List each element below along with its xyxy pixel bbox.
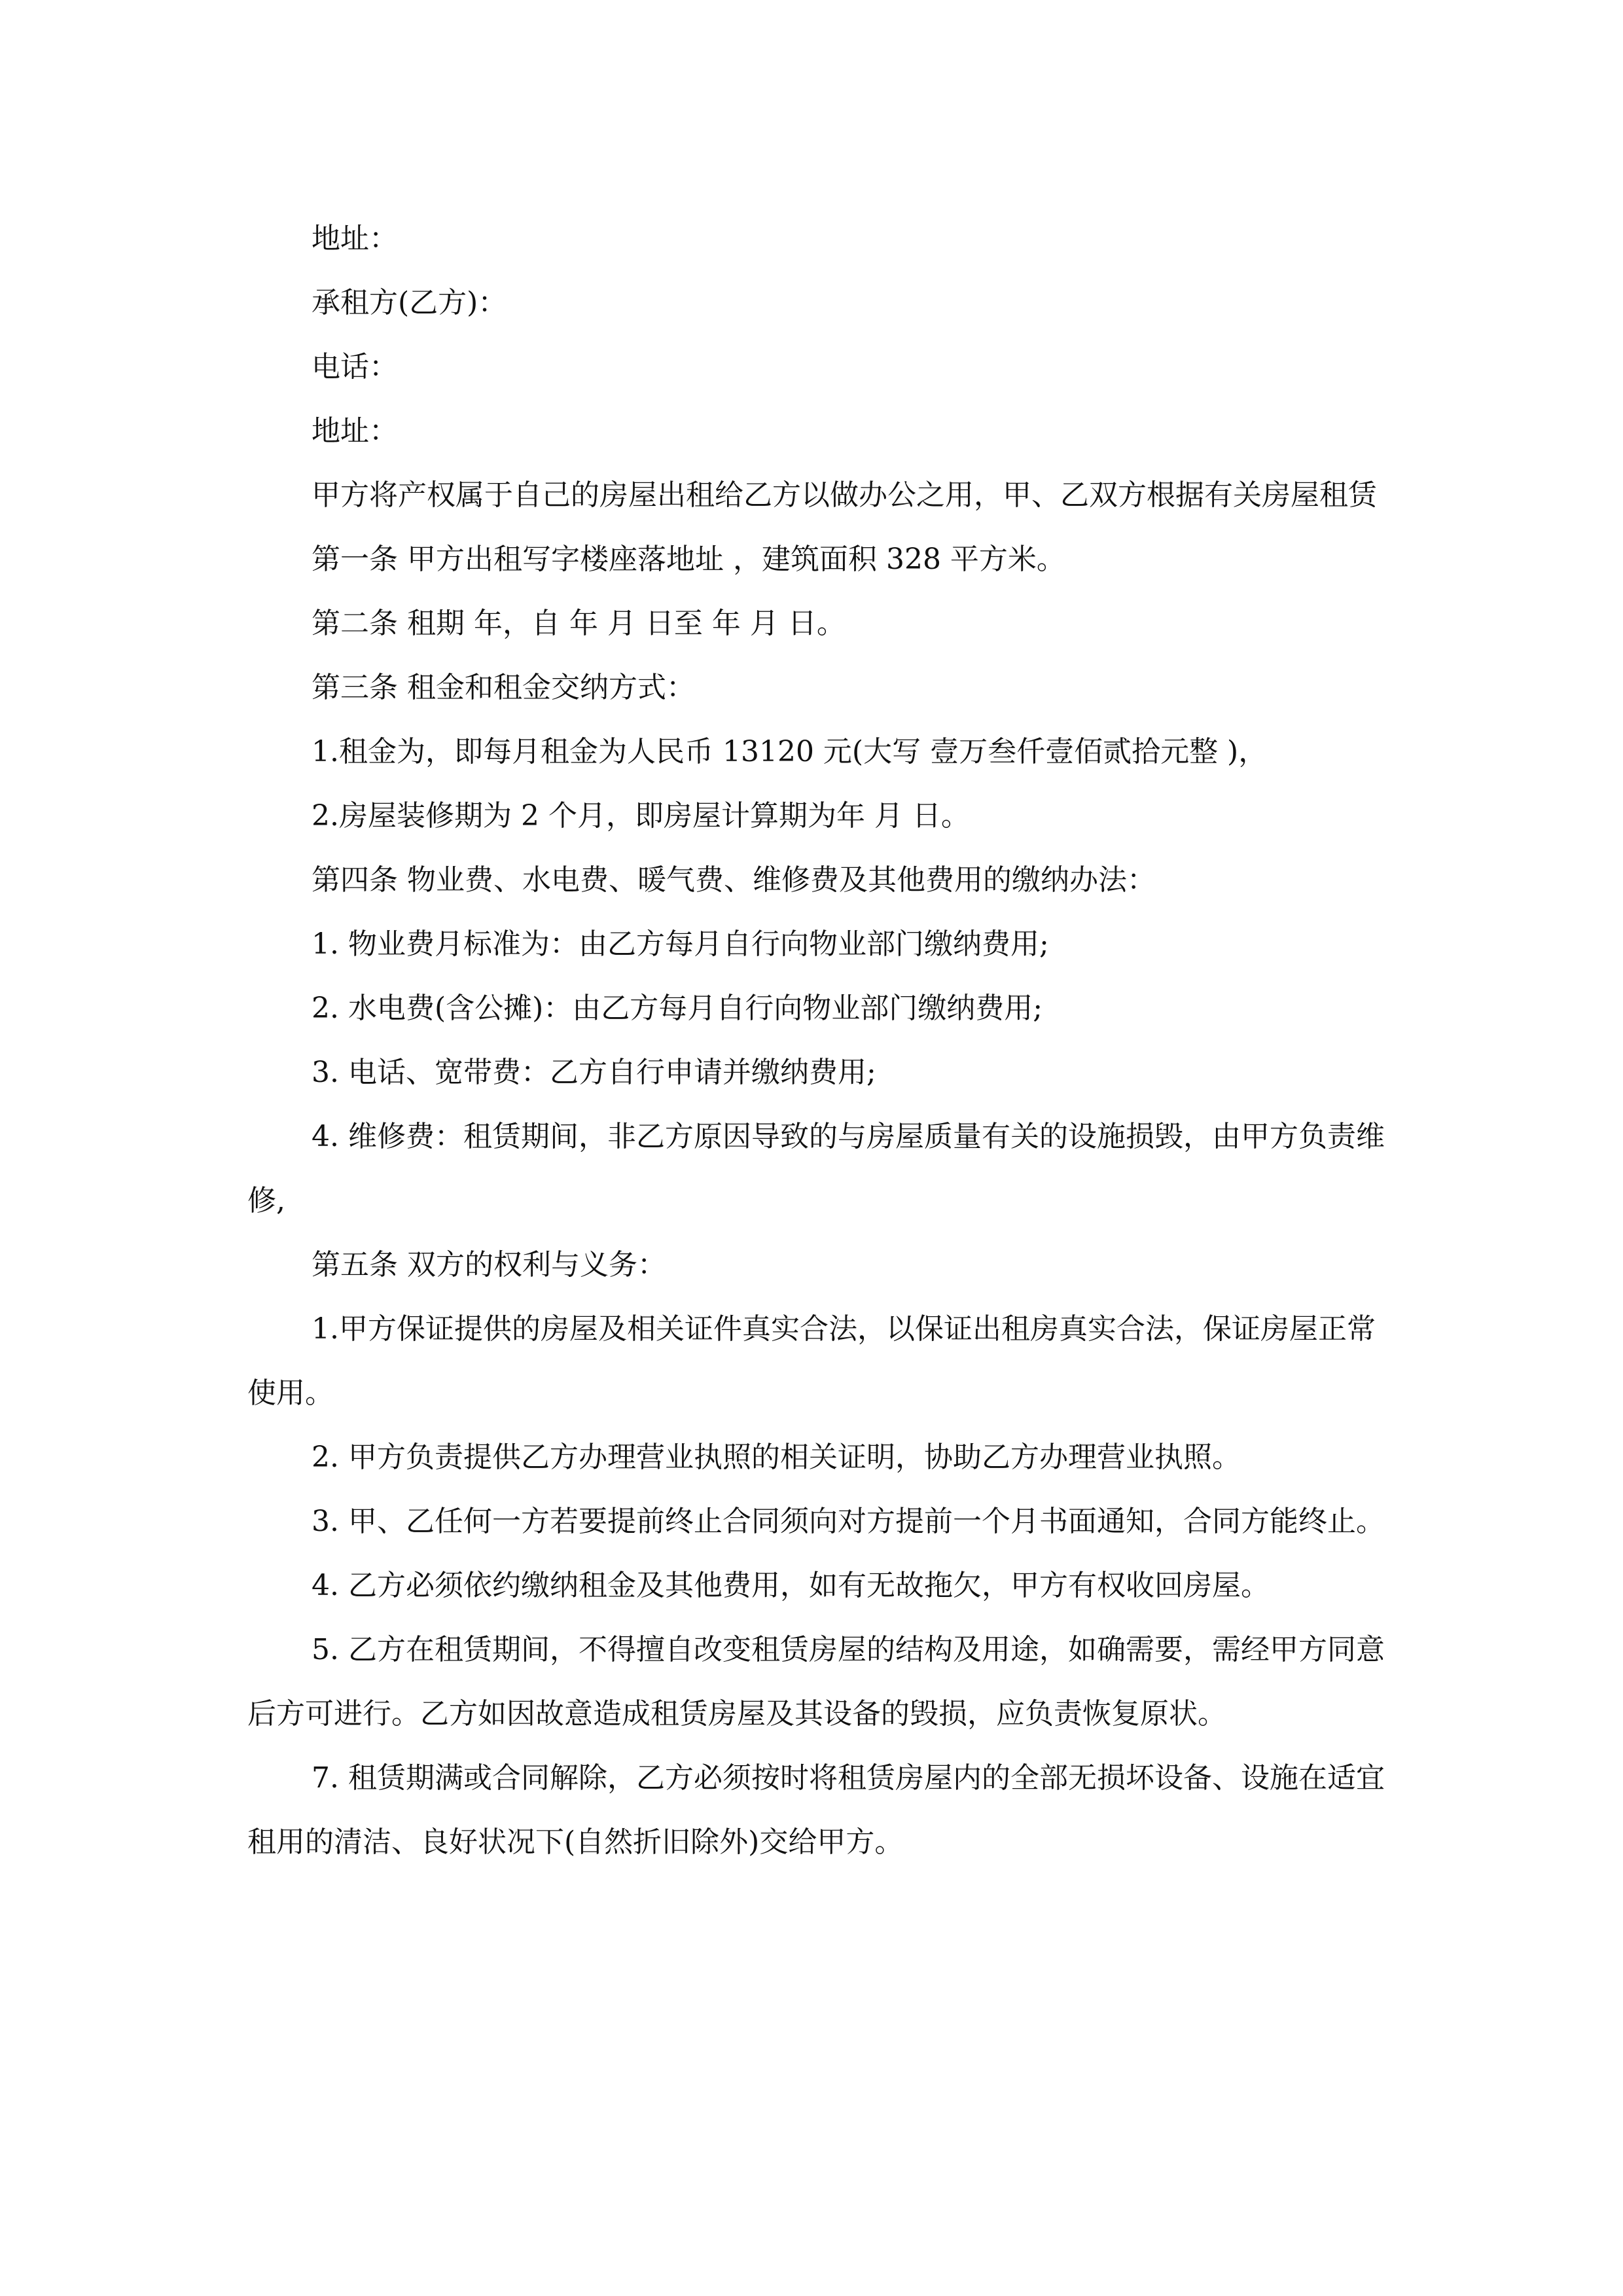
address-line-lessee: 地址： bbox=[312, 414, 398, 448]
phone-line: 电话： bbox=[312, 350, 398, 384]
preamble-paragraph: 甲方将产权属于自己的房屋出租给乙方以做办公之用，甲、乙双方根据有关房屋租赁 bbox=[312, 478, 1377, 512]
article-4-item-3: 3. 电话、宽带费：乙方自行申请并缴纳费用; bbox=[312, 1056, 876, 1089]
contract-body bbox=[247, 207, 1386, 1874]
article-5-item-7: 7. 租赁期满或合同解除，乙方必须按时将租赁房屋内的全部无损坏设备、设施在适宜租用的清洁、良好状况下(自然折旧除外)交给甲方。 bbox=[247, 1761, 1385, 1859]
article-5-item-4: 4. 乙方必须依约缴纳租金及其他费用，如有无故拖欠，甲方有权收回房屋。 bbox=[312, 1569, 1270, 1602]
article-5-item-1: 1.甲方保证提供的房屋及相关证件真实合法，以保证出租房真实合法，保证房屋正常使用。 bbox=[247, 1312, 1376, 1410]
article-5-heading: 第五条 双方的权利与义务： bbox=[312, 1248, 666, 1282]
article-3-item-1: 1.租金为，即每月租金为人民币 13120 元(大写 壹万叁仟壹佰贰拾元整 )， bbox=[312, 735, 1268, 768]
article-5-item-2: 2. 甲方负责提供乙方办理营业执照的相关证明，协助乙方办理营业执照。 bbox=[312, 1441, 1241, 1474]
article-4-item-1: 1. 物业费月标准为：由乙方每月自行向物业部门缴纳费用; bbox=[312, 927, 1049, 961]
article-1: 第一条 甲方出租写字楼座落地址 ，建筑面积 328 平方米。 bbox=[312, 543, 1065, 576]
article-3-heading: 第三条 租金和租金交纳方式： bbox=[312, 671, 695, 704]
article-4-item-2: 2. 水电费(含公摊)：由乙方每月自行向物业部门缴纳费用; bbox=[312, 992, 1043, 1025]
article-5-item-5: 5. 乙方在租赁期间，不得擅自改变租赁房屋的结构及用途，如确需要，需经甲方同意后方可进行。乙方如因故意造成租赁房屋及其设备的毁损，应负责恢复原状。 bbox=[247, 1633, 1385, 1731]
article-4-heading: 第四条 物业费、水电费、暖气费、维修费及其他费用的缴纳办法： bbox=[312, 863, 1156, 897]
article-5-item-3: 3. 甲、乙任何一方若要提前终止合同须向对方提前一个月书面通知，合同方能终止。 bbox=[312, 1505, 1385, 1538]
article-4-item-4: 4. 维修费：租赁期间，非乙方原因导致的与房屋质量有关的设施损毁，由甲方负责维修, bbox=[247, 1120, 1385, 1217]
article-2: 第二条 租期 年，自 年 月 日至 年 月 日。 bbox=[312, 607, 846, 640]
address-line-lessor: 地址： bbox=[312, 222, 398, 255]
article-3-item-2: 2.房屋装修期为 2 个月，即房屋计算期为年 月 日。 bbox=[312, 799, 970, 833]
lessee-line: 承租方(乙方)： bbox=[312, 286, 507, 319]
